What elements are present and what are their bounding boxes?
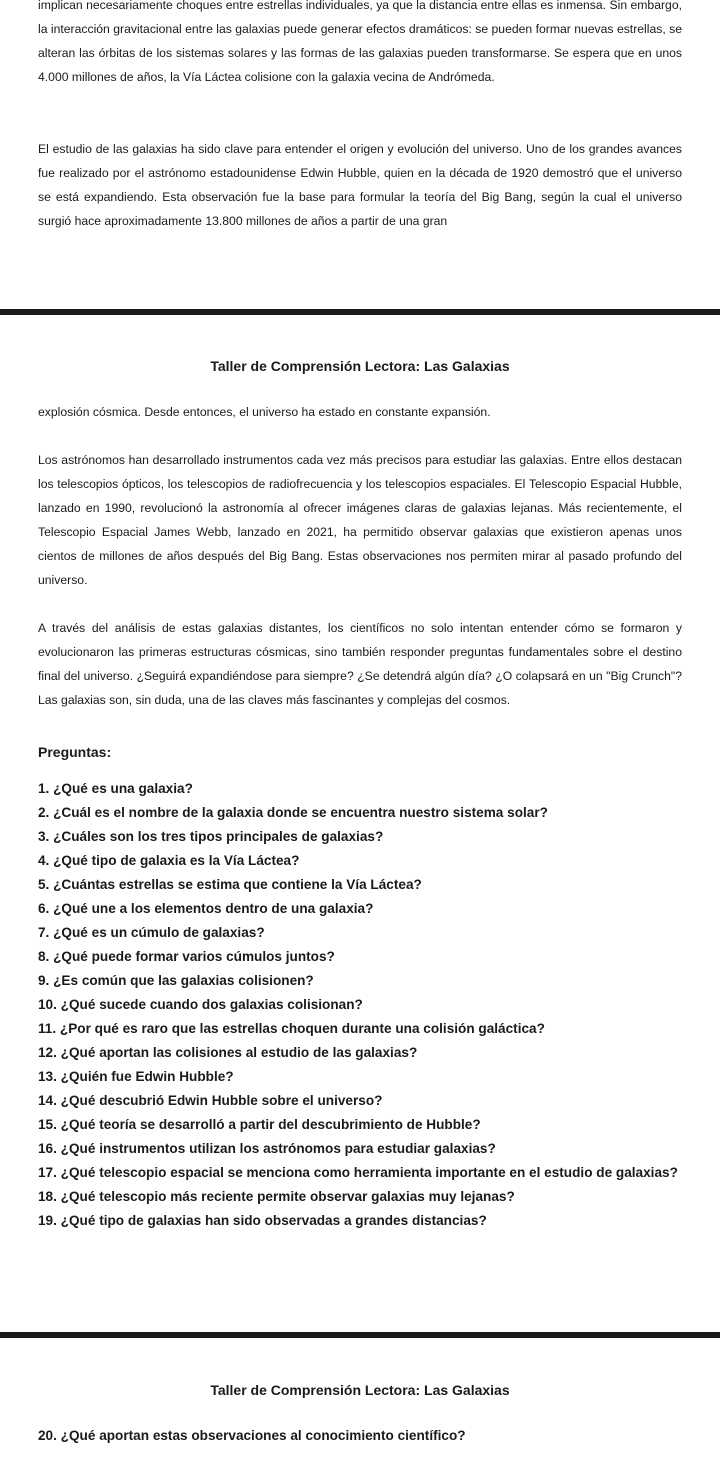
question-item: 9. ¿Es común que las galaxias colisionen?	[38, 973, 314, 988]
question-item: 5. ¿Cuántas estrellas se estima que contiene la Vía Láctea?	[38, 877, 422, 892]
page-2-paragraph-3: A través del análisis de estas galaxias distantes, los científicos no solo intentan entender cómo se formaron y evolucionaron las primeras estructuras cósmicas, sino también responder preguntas fundamentales sobre el destino final del universo. ¿Seguirá expandiéndose para siempre? ¿Se detendrá algún día? ¿O colapsará en un "Big Crunch"? Las galaxias son, sin duda, una de las claves más fascinantes y complejas del cosmos.	[38, 621, 682, 707]
page-separator-2	[0, 1332, 720, 1338]
question-item: 7. ¿Qué es un cúmulo de galaxias?	[38, 925, 265, 940]
page-3-header-title: Taller de Comprensión Lectora: Las Galaxias	[210, 1382, 510, 1398]
questions-list	[38, 777, 682, 1233]
question-item: 6. ¿Qué une a los elementos dentro de una galaxia?	[38, 901, 374, 916]
question-item: 15. ¿Qué teoría se desarrolló a partir del descubrimiento de Hubble?	[38, 1117, 481, 1132]
question-item: 8. ¿Qué puede formar varios cúmulos juntos?	[38, 949, 335, 964]
question-item: 14. ¿Qué descubrió Edwin Hubble sobre el universo?	[38, 1093, 383, 1108]
question-item: 13. ¿Quién fue Edwin Hubble?	[38, 1069, 234, 1084]
question-item: 19. ¿Qué tipo de galaxias han sido observadas a grandes distancias?	[38, 1213, 487, 1228]
question-item: 2. ¿Cuál es el nombre de la galaxia donde se encuentra nuestro sistema solar?	[38, 805, 548, 820]
page-1	[0, 0, 720, 309]
page-3-questions-list	[38, 1424, 682, 1448]
questions-heading: Preguntas:	[38, 744, 112, 760]
question-item: 4. ¿Qué tipo de galaxia es la Vía Láctea?	[38, 853, 300, 868]
question-item: 3. ¿Cuáles son los tres tipos principales de galaxias?	[38, 829, 384, 844]
question-item: 12. ¿Qué aportan las colisiones al estudio de las galaxias?	[38, 1045, 418, 1060]
page-1-paragraph-1: implican necesariamente choques entre estrellas individuales, ya que la distancia entre ellas es inmensa. Sin embargo, la interacción gravitacional entre las galaxias puede generar efectos dramáticos: se pueden formar nuevas estrellas, se alteran las órbitas de los sistemas solares y las formas de las galaxias pueden transformarse. Se espera que en unos 4.000 millones de años, la Vía Láctea colisione con la galaxia vecina de Andrómeda.	[38, 0, 682, 84]
page-separator-1	[0, 309, 720, 315]
question-item: 10. ¿Qué sucede cuando dos galaxias colisionan?	[38, 997, 363, 1012]
question-item: 11. ¿Por qué es raro que las estrellas choquen durante una colisión galáctica?	[38, 1021, 545, 1036]
page-2-paragraph-1: explosión cósmica. Desde entonces, el universo ha estado en constante expansión.	[38, 405, 491, 419]
page-2-paragraph-2: Los astrónomos han desarrollado instrumentos cada vez más precisos para estudiar las galaxias. Entre ellos destacan los telescopios ópticos, los telescopios de radiofrecuencia y los telescopios espaciales. El Telescopio Espacial Hubble, lanzado en 1990, revolucionó la astronomía al ofrecer imágenes claras de galaxias lejanas. Más recientemente, el Telescopio Espacial James Webb, lanzado en 2021, ha permitido observar galaxias que existieron apenas unos cientos de millones de años después del Big Bang. Estas observaciones nos permiten mirar al pasado profundo del universo.	[38, 453, 682, 587]
question-item: 18. ¿Qué telescopio más reciente permite observar galaxias muy lejanas?	[38, 1189, 515, 1204]
question-item: 1. ¿Qué es una galaxia?	[38, 781, 193, 796]
question-item: 16. ¿Qué instrumentos utilizan los astrónomos para estudiar galaxias?	[38, 1141, 496, 1156]
question-item: 20. ¿Qué aportan estas observaciones al conocimiento científico?	[38, 1428, 466, 1443]
question-item: 17. ¿Qué telescopio espacial se menciona como herramienta importante en el estudio de galaxias?	[38, 1165, 678, 1180]
page-2-header-title: Taller de Comprensión Lectora: Las Galaxias	[210, 358, 510, 374]
page-1-paragraph-2: El estudio de las galaxias ha sido clave para entender el origen y evolución del universo. Uno de los grandes avances fue realizado por el astrónomo estadounidense Edwin Hubble, quien en la década de 1920 demostró que el universo se está expandiendo. Esta observación fue la base para formular la teoría del Big Bang, según la cual el universo surgió hace aproximadamente 13.800 millones de años a partir de una gran	[38, 142, 682, 228]
